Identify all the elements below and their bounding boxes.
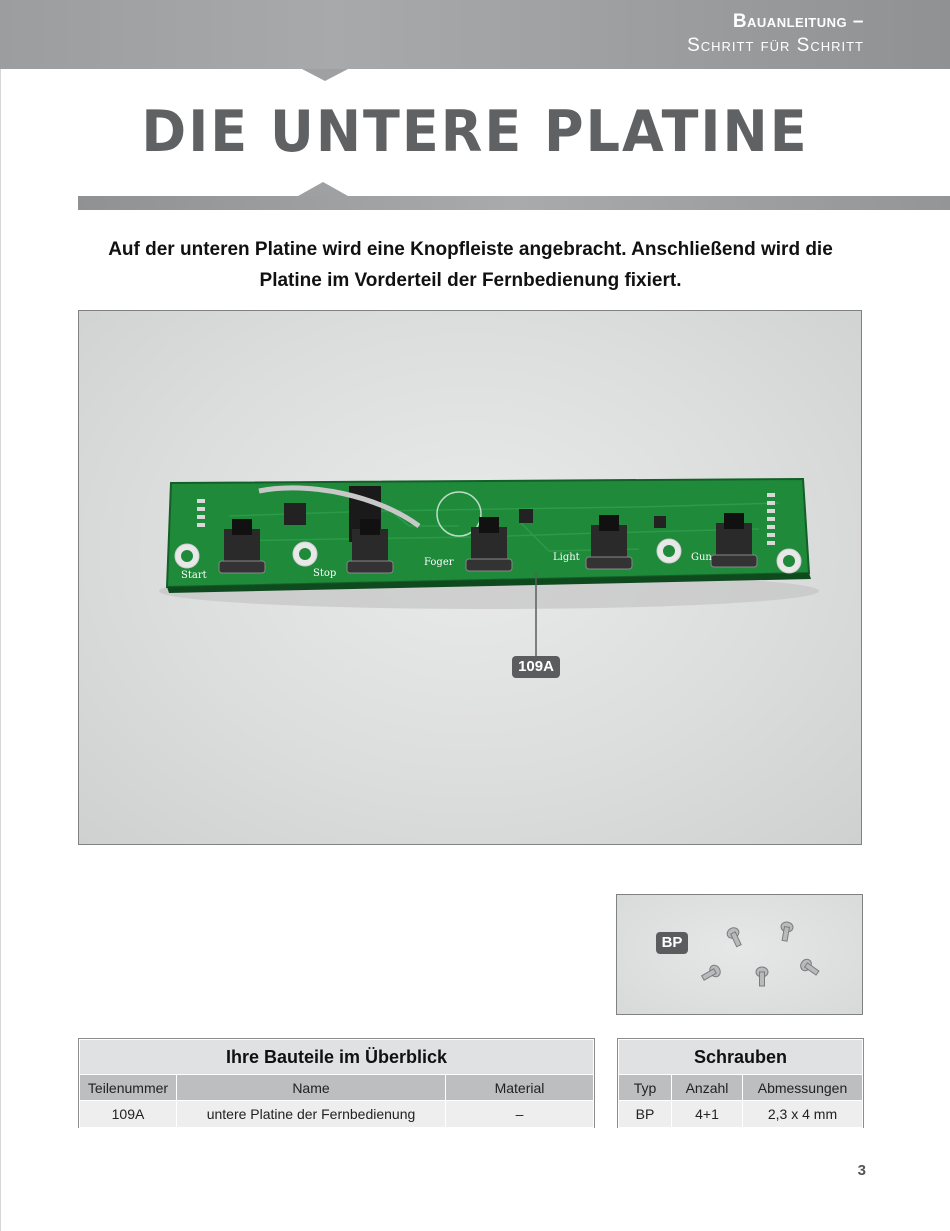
section-header-line2: Schritt für Schritt [687, 35, 864, 56]
cell-teilenummer: 109A [80, 1101, 177, 1128]
section-header-line1: Bauanleitung – [732, 11, 864, 32]
intro-line1: Auf der unteren Platine wird eine Knopfleiste angebracht. Anschließend wird die [108, 239, 833, 260]
transistor [519, 509, 533, 523]
title-rule [78, 196, 950, 210]
callout-109a: 109A [512, 656, 560, 678]
title-rule-notch [298, 182, 348, 196]
header-notch [302, 69, 348, 81]
table-row [619, 1101, 863, 1128]
transistor [654, 516, 666, 528]
screws-table-frame [617, 1038, 864, 1128]
parts-table [79, 1039, 594, 1128]
pcb-illustration [79, 311, 862, 845]
screws-illustration [617, 895, 863, 1015]
col-header-typ: Typ [619, 1075, 672, 1101]
page-edge-line [0, 69, 1, 1231]
intro-line2: Platine im Vorderteil der Fernbedienung fixiert. [259, 270, 682, 291]
callout-bp: BP [656, 932, 688, 954]
board-label-foger: Foger [424, 557, 454, 568]
cell-material: – [446, 1101, 594, 1128]
intro-text [78, 234, 863, 296]
parts-table-caption: Ihre Bauteile im Überblick [80, 1040, 594, 1075]
col-header-abmessungen: Abmessungen [743, 1075, 863, 1101]
board-label-gun: Gun [691, 552, 712, 563]
screws-table-caption: Schrauben [619, 1040, 863, 1075]
col-header-anzahl: Anzahl [672, 1075, 743, 1101]
cell-typ: BP [619, 1101, 672, 1128]
cell-name: untere Platine der Fernbedienung [177, 1101, 446, 1128]
board-label-light: Light [553, 552, 580, 563]
section-header [687, 10, 864, 58]
screws-table [618, 1039, 863, 1128]
main-photo [78, 310, 862, 845]
col-header-name: Name [177, 1075, 446, 1101]
screws-photo [616, 894, 863, 1015]
table-row [80, 1101, 594, 1128]
page-title: DIE UNTERE PLATINE [141, 98, 809, 165]
col-header-material: Material [446, 1075, 594, 1101]
cell-anzahl: 4+1 [672, 1101, 743, 1128]
ic-chip-small [284, 503, 306, 525]
col-header-teilenummer: Teilenummer [80, 1075, 177, 1101]
page-number: 3 [857, 1162, 866, 1179]
board-label-start: Start [181, 570, 207, 581]
cell-abmessungen: 2,3 x 4 mm [743, 1101, 863, 1128]
parts-table-frame [78, 1038, 595, 1128]
board-label-stop: Stop [313, 568, 337, 579]
